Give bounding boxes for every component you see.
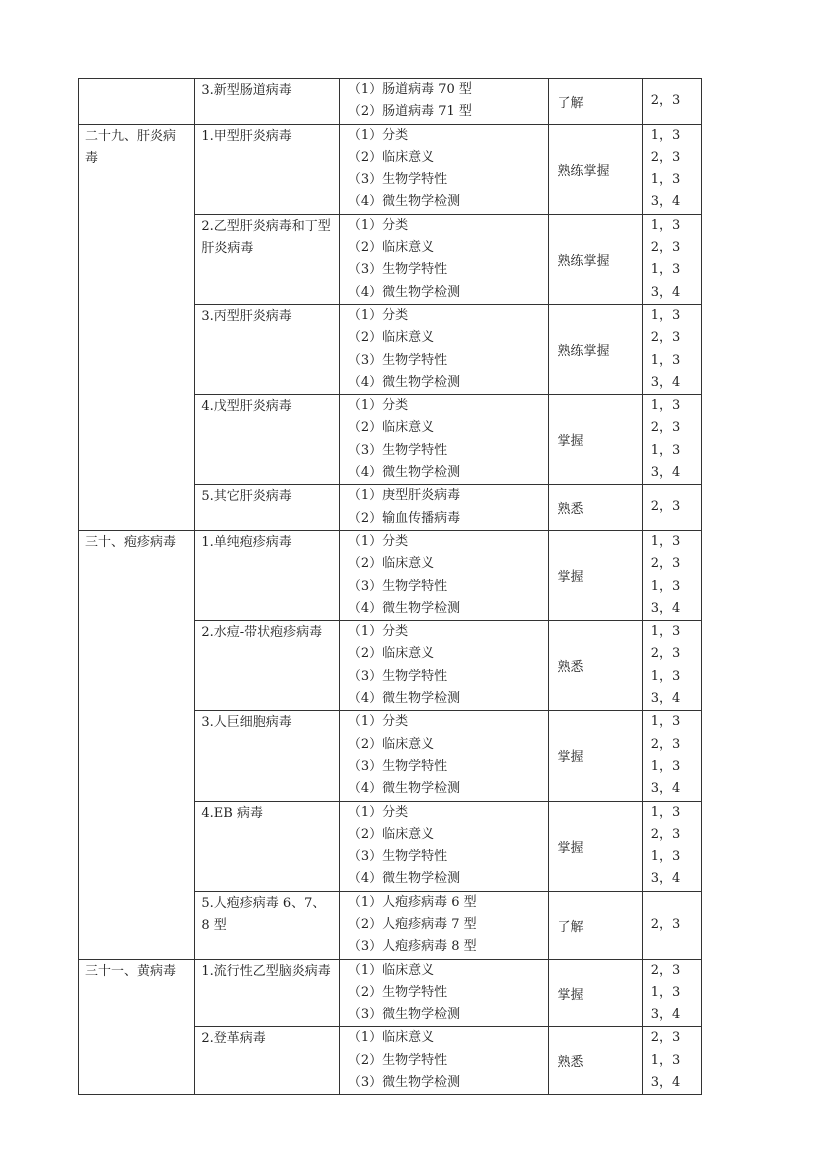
content-item: （1）分类 bbox=[347, 714, 409, 730]
content-item: （3）微生物学检测 bbox=[347, 1007, 461, 1023]
level-cell: 掌握 bbox=[549, 530, 642, 620]
unit-number: 3，4 bbox=[650, 600, 681, 616]
content-item: （1）分类 bbox=[347, 804, 409, 820]
unit-number: 2，3 bbox=[650, 962, 681, 978]
unit-number: 1，3 bbox=[650, 714, 681, 730]
unit-number: 3，4 bbox=[650, 1007, 681, 1023]
unit-number: 3，4 bbox=[650, 374, 681, 390]
content-cell bbox=[339, 711, 549, 801]
level-cell: 了解 bbox=[549, 79, 642, 125]
content-item: （4）微生物学检测 bbox=[347, 691, 461, 707]
content-cell bbox=[339, 214, 549, 304]
table-row bbox=[79, 530, 702, 620]
content-item: （2）临床意义 bbox=[347, 240, 435, 256]
content-item: （1）分类 bbox=[347, 533, 409, 549]
content-cell bbox=[339, 304, 549, 394]
unit-number: 1，3 bbox=[650, 804, 681, 820]
content-item: （3）生物学特性 bbox=[347, 442, 448, 458]
unit-number: 1，3 bbox=[650, 127, 681, 143]
unit-number: 1，3 bbox=[650, 984, 681, 1000]
content-item: （3）生物学特性 bbox=[347, 172, 448, 188]
content-cell bbox=[339, 1027, 549, 1095]
unit-number: 2，3 bbox=[650, 149, 681, 165]
level-cell: 熟练掌握 bbox=[549, 214, 642, 304]
content-item: （1）分类 bbox=[347, 624, 409, 640]
content-cell bbox=[339, 621, 549, 711]
topic-cell: 4.EB 病毒 bbox=[195, 801, 339, 891]
content-item: （2）临床意义 bbox=[347, 646, 435, 662]
unit-number: 3，4 bbox=[650, 691, 681, 707]
unit-cell: 三十一、黄病毒 bbox=[79, 959, 195, 1095]
unit-number-cell bbox=[642, 304, 701, 394]
content-item: （4）微生物学检测 bbox=[347, 374, 461, 390]
unit-number-cell bbox=[642, 395, 701, 485]
unit-number: 1，3 bbox=[650, 217, 681, 233]
unit-number: 1，3 bbox=[650, 758, 681, 774]
unit-number: 2，3 bbox=[650, 646, 681, 662]
content-cell bbox=[339, 124, 549, 214]
content-item: （1）肠道病毒 70 型 bbox=[347, 82, 472, 97]
level-cell: 熟练掌握 bbox=[549, 124, 642, 214]
unit-number-cell bbox=[642, 124, 701, 214]
content-cell bbox=[339, 79, 549, 125]
unit-number: 2，3 bbox=[650, 736, 681, 752]
unit-number: 2，3 bbox=[650, 420, 681, 436]
unit-number: 1，3 bbox=[650, 578, 681, 594]
unit-cell: 三十、疱疹病毒 bbox=[79, 530, 195, 959]
content-item: （3）生物学特性 bbox=[347, 849, 448, 865]
content-item: （3）生物学特性 bbox=[347, 758, 448, 774]
content-item: （2）临床意义 bbox=[347, 149, 435, 165]
content-item: （3）人疱疹病毒 8 型 bbox=[347, 939, 477, 955]
unit-number: 1，3 bbox=[650, 352, 681, 368]
content-cell bbox=[339, 485, 549, 531]
unit-number: 2，3 bbox=[650, 499, 681, 515]
content-item: （1）分类 bbox=[347, 217, 409, 233]
content-item: （1）分类 bbox=[347, 398, 409, 414]
level-cell: 掌握 bbox=[549, 711, 642, 801]
level-cell: 熟悉 bbox=[549, 621, 642, 711]
unit-number-cell bbox=[642, 1027, 701, 1095]
level-cell: 熟悉 bbox=[549, 1027, 642, 1095]
content-item: （2）肠道病毒 71 型 bbox=[347, 104, 472, 120]
content-item: （3）生物学特性 bbox=[347, 668, 448, 684]
level-cell: 掌握 bbox=[549, 395, 642, 485]
unit-number: 2，3 bbox=[650, 240, 681, 256]
unit-number: 1，3 bbox=[650, 398, 681, 414]
content-item: （2）临床意义 bbox=[347, 826, 435, 842]
content-item: （4）微生物学检测 bbox=[347, 600, 461, 616]
unit-number: 2，3 bbox=[650, 826, 681, 842]
content-item: （1）分类 bbox=[347, 307, 409, 323]
level-cell: 了解 bbox=[549, 891, 642, 959]
unit-number-cell bbox=[642, 711, 701, 801]
content-item: （1）临床意义 bbox=[347, 1030, 435, 1046]
unit-cell bbox=[79, 79, 195, 125]
unit-number: 1，3 bbox=[650, 262, 681, 278]
topic-cell: 2.乙型肝炎病毒和丁型肝炎病毒 bbox=[195, 214, 339, 304]
content-item: （2）输血传播病毒 bbox=[347, 510, 461, 526]
level-cell: 熟练掌握 bbox=[549, 304, 642, 394]
content-cell bbox=[339, 959, 549, 1027]
unit-number-cell bbox=[642, 891, 701, 959]
content-item: （2）临床意义 bbox=[347, 736, 435, 752]
unit-number: 3，4 bbox=[650, 284, 681, 300]
unit-number: 3，4 bbox=[650, 871, 681, 887]
table-row bbox=[79, 79, 702, 125]
content-item: （3）生物学特性 bbox=[347, 352, 448, 368]
content-item: （2）临床意义 bbox=[347, 420, 435, 436]
unit-number: 1，3 bbox=[650, 172, 681, 188]
unit-number: 3，4 bbox=[650, 781, 681, 797]
topic-cell: 4.戊型肝炎病毒 bbox=[195, 395, 339, 485]
content-item: （4）微生物学检测 bbox=[347, 871, 461, 887]
content-cell bbox=[339, 801, 549, 891]
content-item: （4）微生物学检测 bbox=[347, 284, 461, 300]
unit-number: 2，3 bbox=[650, 330, 681, 346]
unit-number: 1，3 bbox=[650, 624, 681, 640]
syllabus-table-body bbox=[79, 79, 702, 1095]
content-cell bbox=[339, 530, 549, 620]
unit-number: 3，4 bbox=[650, 194, 681, 210]
content-item: （2）生物学特性 bbox=[347, 1052, 448, 1068]
content-cell bbox=[339, 395, 549, 485]
unit-number: 2，3 bbox=[650, 93, 681, 109]
unit-number-cell bbox=[642, 530, 701, 620]
table-row bbox=[79, 124, 702, 214]
content-item: （4）微生物学检测 bbox=[347, 781, 461, 797]
unit-number: 1，3 bbox=[650, 533, 681, 549]
content-item: （4）微生物学检测 bbox=[347, 194, 461, 210]
unit-number: 2，3 bbox=[650, 1030, 681, 1046]
content-item: （4）微生物学检测 bbox=[347, 465, 461, 481]
content-item: （1）庚型肝炎病毒 bbox=[347, 488, 461, 504]
content-item: （2）临床意义 bbox=[347, 556, 435, 572]
content-item: （2）临床意义 bbox=[347, 330, 435, 346]
topic-cell: 1.甲型肝炎病毒 bbox=[195, 124, 339, 214]
unit-number: 1，3 bbox=[650, 307, 681, 323]
content-item: （1）分类 bbox=[347, 127, 409, 143]
content-item: （1）临床意义 bbox=[347, 962, 435, 978]
content-item: （1）人疱疹病毒 6 型 bbox=[347, 894, 477, 910]
level-cell: 掌握 bbox=[549, 801, 642, 891]
topic-cell: 3.人巨细胞病毒 bbox=[195, 711, 339, 801]
unit-number-cell bbox=[642, 621, 701, 711]
unit-number-cell bbox=[642, 214, 701, 304]
topic-cell: 2.水痘-带状疱疹病毒 bbox=[195, 621, 339, 711]
topic-cell: 5.其它肝炎病毒 bbox=[195, 485, 339, 531]
unit-cell: 二十九、肝炎病毒 bbox=[79, 124, 195, 530]
unit-number: 3，4 bbox=[650, 1075, 681, 1091]
unit-number: 2，3 bbox=[650, 556, 681, 572]
content-item: （3）微生物学检测 bbox=[347, 1075, 461, 1091]
unit-number: 1，3 bbox=[650, 668, 681, 684]
level-cell: 掌握 bbox=[549, 959, 642, 1027]
unit-number: 1，3 bbox=[650, 1052, 681, 1068]
syllabus-table bbox=[78, 78, 702, 1095]
unit-number-cell bbox=[642, 485, 701, 531]
unit-number: 1，3 bbox=[650, 849, 681, 865]
topic-cell: 5.人疱疹病毒 6、7、8 型 bbox=[195, 891, 339, 959]
content-cell bbox=[339, 891, 549, 959]
content-item: （3）生物学特性 bbox=[347, 262, 448, 278]
content-item: （2）人疱疹病毒 7 型 bbox=[347, 916, 477, 932]
topic-cell: 3.丙型肝炎病毒 bbox=[195, 304, 339, 394]
level-cell: 熟悉 bbox=[549, 485, 642, 531]
topic-cell: 1.单纯疱疹病毒 bbox=[195, 530, 339, 620]
content-item: （2）生物学特性 bbox=[347, 984, 448, 1000]
unit-number-cell bbox=[642, 801, 701, 891]
topic-cell: 1.流行性乙型脑炎病毒 bbox=[195, 959, 339, 1027]
unit-number: 2，3 bbox=[650, 916, 681, 932]
content-item: （3）生物学特性 bbox=[347, 578, 448, 594]
table-row bbox=[79, 959, 702, 1027]
topic-cell: 3.新型肠道病毒 bbox=[195, 79, 339, 125]
unit-number-cell bbox=[642, 959, 701, 1027]
unit-number-cell bbox=[642, 79, 701, 125]
topic-cell: 2.登革病毒 bbox=[195, 1027, 339, 1095]
unit-number: 3，4 bbox=[650, 465, 681, 481]
unit-number: 1，3 bbox=[650, 442, 681, 458]
